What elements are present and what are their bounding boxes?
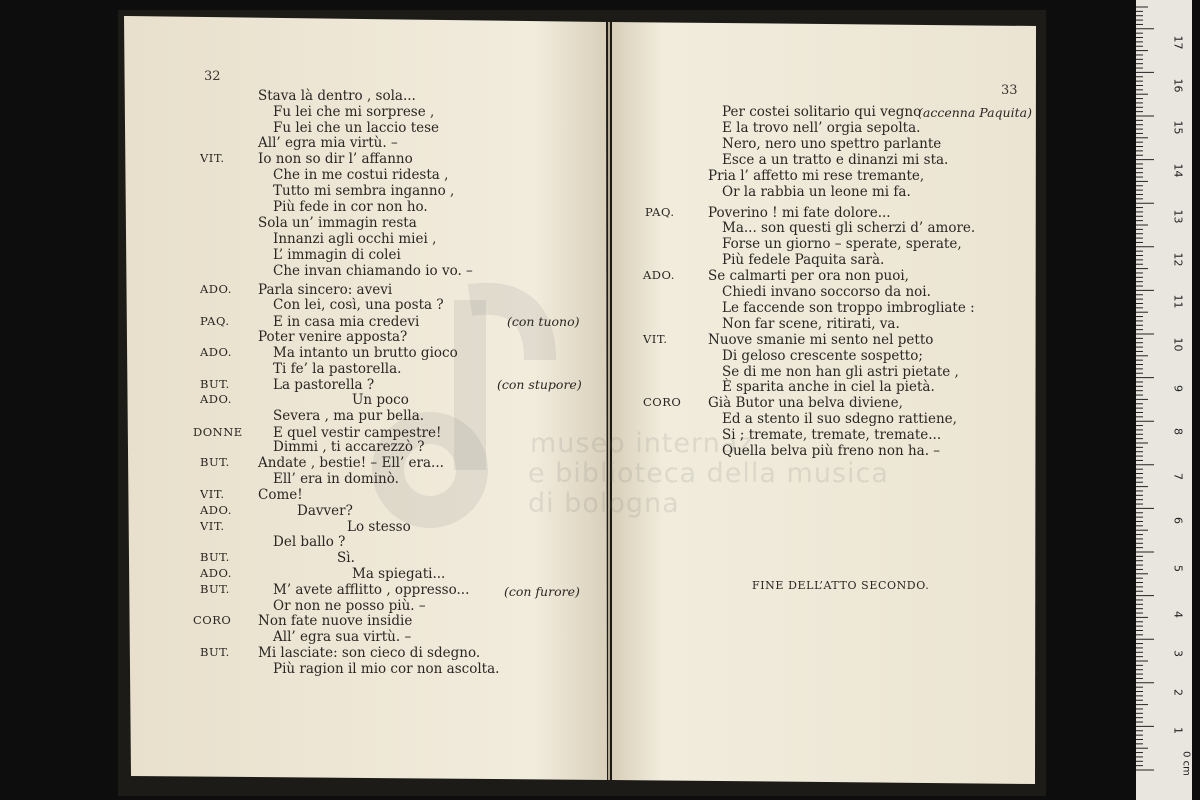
stage-direction: (con stupore) [497, 377, 582, 392]
verse-line: Mi lasciate: son cieco di sdegno. [258, 645, 481, 661]
speaker-label: ADO. [200, 282, 232, 296]
stage-direction: (con tuono) [507, 314, 580, 329]
verse-line: Più ragion il mio cor non ascolta. [273, 661, 500, 677]
ruler-number: 5 [1171, 565, 1185, 572]
ruler-number: 4 [1171, 611, 1185, 618]
verse-line: Davver? [297, 503, 353, 519]
verse-line: Pria l’ affetto mi rese tremante, [708, 168, 925, 184]
left-page-number: 32 [204, 69, 221, 84]
speaker-label: DONNE [193, 425, 243, 439]
verse-line: Innanzi agli occhi miei , [273, 231, 437, 247]
speaker-label: BUT. [200, 377, 230, 391]
verse-line: Ti fe’ la pastorella. [273, 361, 402, 377]
speaker-label: BUT. [200, 645, 230, 659]
ruler-unit-label: 0 cm [1180, 751, 1192, 776]
verse-line: Non fate nuove insidie [258, 613, 413, 629]
ruler-number: 14 [1171, 163, 1185, 178]
speaker-label: ADO. [200, 392, 232, 406]
verse-line: Parla sincero: avevi [258, 282, 393, 298]
verse-line: Ma spiegati... [352, 566, 446, 582]
ruler-number: 6 [1171, 517, 1185, 524]
verse-line: Chiedi invano soccorso da noi. [722, 284, 931, 300]
ruler-number: 7 [1171, 473, 1185, 480]
verse-line: M’ avete afflitto , oppresso... [273, 582, 470, 598]
speaker-label: BUT. [200, 455, 230, 469]
verse-line: Per costei solitario qui vegno [722, 104, 922, 120]
verse-line: Se calmarti per ora non puoi, [708, 268, 909, 284]
ruler-number: 8 [1171, 428, 1185, 435]
act-end-note: FINE DELL’ATTO SECONDO. [752, 579, 930, 592]
verse-line: Poverino ! mi fate dolore... [708, 205, 891, 221]
verse-line: Del ballo ? [273, 534, 346, 550]
verse-line: Ma intanto un brutto gioco [273, 345, 458, 361]
speaker-label: VIT. [200, 519, 225, 533]
verse-line: Fu lei che un laccio tese [273, 120, 440, 136]
watermark-line-2: e biblioteca della musica [528, 458, 889, 489]
verse-line: L’ immagin di colei [273, 247, 401, 263]
speaker-label: BUT. [200, 582, 230, 596]
speaker-label: PAQ. [200, 314, 230, 328]
verse-line: Con lei, così, una posta ? [273, 297, 444, 313]
ruler-number: 9 [1171, 385, 1185, 392]
verse-line: La pastorella ? [273, 377, 375, 393]
verse-line: Lo stesso [347, 519, 411, 535]
ruler-number: 16 [1171, 78, 1185, 93]
verse-line: Io non so dir l’ affanno [258, 151, 413, 167]
verse-line: Sì. [337, 550, 355, 566]
verse-line: Tutto mi sembra inganno , [273, 183, 455, 199]
verse-line: All’ egra mia virtù. – [258, 135, 398, 151]
watermark-line-3: di bologna [528, 488, 680, 519]
watermark-line-1: museo internaz [530, 428, 754, 459]
ruler-number: 2 [1171, 689, 1185, 696]
speaker-label: CORO [193, 613, 232, 627]
verse-line: Ell’ era in dominò. [273, 471, 399, 487]
verse-line: Sola un’ immagin resta [258, 215, 417, 231]
verse-line: È sparita anche in ciel la pietà. [722, 379, 935, 395]
verse-line: Di geloso crescente sospetto; [722, 348, 923, 364]
stage-direction: (con furore) [504, 584, 580, 599]
verse-line: Poter venire apposta? [258, 329, 408, 345]
verse-line: Se di me non han gli astri pietate , [722, 364, 959, 380]
ruler-number: 1 [1171, 727, 1185, 734]
speaker-label: ADO. [200, 566, 232, 580]
right-page-number: 33 [1001, 83, 1018, 98]
speaker-label: ADO. [200, 345, 232, 359]
verse-line: Non far scene, ritirati, va. [722, 316, 900, 332]
verse-line: Quella belva più freno non ha. – [722, 443, 941, 459]
verse-line: Già Butor una belva diviene, [708, 395, 903, 411]
speaker-label: PAQ. [645, 205, 675, 219]
verse-line: E la trovo nell’ orgia sepolta. [722, 120, 921, 136]
verse-line: All’ egra sua virtù. – [273, 629, 412, 645]
ruler-number: 12 [1171, 252, 1185, 267]
verse-line: Le faccende son troppo imbrogliate : [722, 300, 975, 316]
verse-line: Esce a un tratto e dinanzi mi sta. [722, 152, 949, 168]
ruler-number: 10 [1171, 337, 1185, 352]
verse-line: Ed a stento il suo sdegno rattiene, [722, 411, 957, 427]
verse-line: Andate , bestie! – Ell’ era... [258, 455, 444, 471]
verse-line: Nero, nero uno spettro parlante [722, 136, 942, 152]
verse-line: E in casa mia credevi [273, 314, 420, 330]
speaker-label: VIT. [200, 487, 225, 501]
verse-line: Come! [258, 487, 303, 503]
verse-line: Ma... son questi gli scherzi d’ amore. [722, 220, 976, 236]
verse-line: Dimmi , ti accarezzò ? [273, 439, 425, 455]
verse-line: Un poco [352, 392, 409, 408]
speaker-label: VIT. [200, 151, 225, 165]
speaker-label: BUT. [200, 550, 230, 564]
ruler-number: 13 [1171, 209, 1185, 224]
verse-line: Forse un giorno – sperate, sperate, [722, 236, 962, 252]
verse-line: Più fede in cor non ho. [273, 199, 428, 215]
verse-line: Or la rabbia un leone mi fa. [722, 184, 911, 200]
verse-line: Severa , ma pur bella. [273, 408, 425, 424]
verse-line: Che invan chiamando io vo. – [273, 263, 473, 279]
speaker-label: ADO. [643, 268, 675, 282]
verse-line: Or non ne posso più. – [273, 598, 426, 614]
ruler-number: 15 [1171, 120, 1185, 135]
verse-line: Nuove smanie mi sento nel petto [708, 332, 934, 348]
verse-line: Che in me costui ridesta , [273, 167, 449, 183]
ruler-number: 17 [1171, 35, 1185, 50]
speaker-label: VIT. [643, 332, 668, 346]
speaker-label: ADO. [200, 503, 232, 517]
verse-line: Stava là dentro , sola... [258, 88, 416, 104]
verse-line: Fu lei che mi sorprese , [273, 104, 435, 120]
speaker-label: CORO [643, 395, 682, 409]
verse-line: E quel vestir campestre! [273, 425, 442, 441]
measuring-ruler [1136, 0, 1192, 800]
verse-line: Più fedele Paquita sarà. [722, 252, 885, 268]
ruler-number: 11 [1171, 294, 1185, 309]
verse-line: Si ; tremate, tremate, tremate... [722, 427, 942, 443]
stage-direction: (accenna Paquita) [918, 105, 1032, 120]
ruler-number: 3 [1171, 650, 1185, 657]
